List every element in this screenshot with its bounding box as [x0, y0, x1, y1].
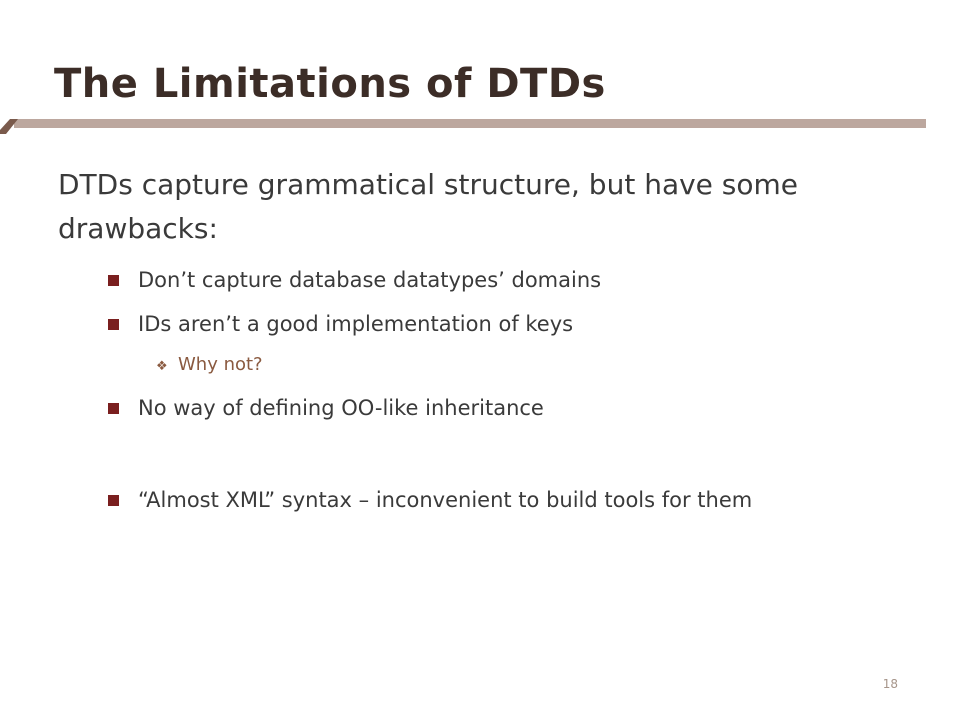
- bullet-item: [108, 306, 848, 342]
- bullet-item: [108, 390, 848, 426]
- bullet-text: IDs aren’t a good implementation of keys: [138, 312, 574, 336]
- sub-bullet-text: Why not?: [178, 354, 263, 375]
- square-bullet-icon: [108, 319, 119, 330]
- page-number: 18: [882, 677, 898, 691]
- sub-bullet-item: [156, 352, 263, 378]
- bullet-item: [108, 482, 828, 518]
- four-diamond-bullet-icon: ❖: [156, 359, 168, 374]
- square-bullet-icon: [108, 495, 119, 506]
- slide-title: The Limitations of DTDs: [54, 61, 606, 107]
- intro-paragraph: DTDs capture grammatical structure, but have some drawbacks:: [58, 168, 799, 245]
- square-bullet-icon: [108, 403, 119, 414]
- bullet-text: “Almost XML” syntax – inconvenient to build tools for them: [138, 488, 753, 512]
- bullet-text: No way of defining OO-like inheritance: [138, 396, 544, 420]
- bullet-text: Don’t capture database datatypes’ domains: [138, 268, 602, 292]
- bullet-item: [108, 262, 848, 298]
- square-bullet-icon: [108, 275, 119, 286]
